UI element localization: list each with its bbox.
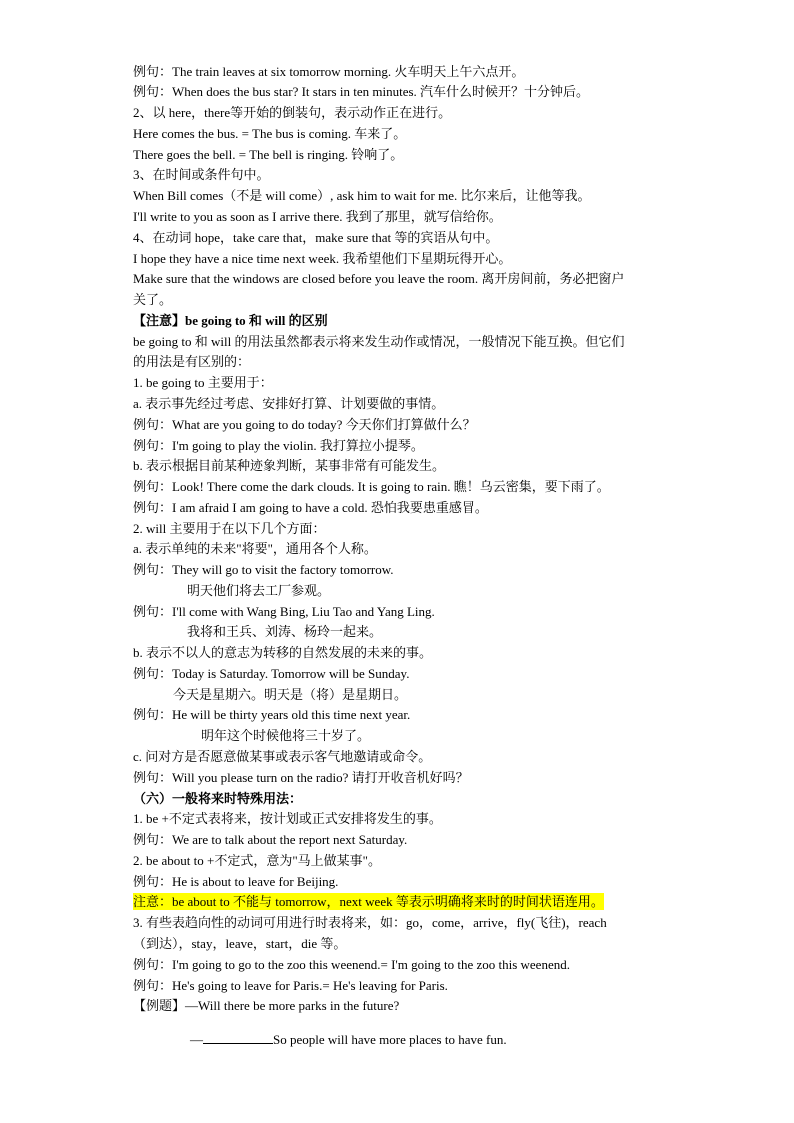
text-line: 4、在动词 hope，take care that，make sure that 等的宾语从句中。 (133, 230, 499, 245)
example-question: 【例题】—Will there be more parks in the future? (133, 998, 400, 1013)
text-line: b. 表示不以人的意志为转移的自然发展的未来的事。 (133, 645, 433, 660)
text-line: 1. be +不定式表将来，按计划或正式安排将发生的事。 (133, 811, 442, 826)
text-line: 例句：Today is Saturday. Tomorrow will be Sunday. (133, 666, 410, 681)
text-line: 例句：They will go to visit the factory tomorrow. (133, 562, 394, 577)
text-line: 例句：He will be thirty years old this time next year. (133, 707, 411, 722)
translation-line: 明年这个时候他将三十岁了。 (201, 728, 371, 743)
text-line: （到达），stay，leave，start，die 等。 (133, 936, 347, 951)
text-line: When Bill comes（不是 will come）, ask him to wait for me. 比尔来后，让他等我。 (133, 188, 591, 203)
text-line: I hope they have a nice time next week. 我希望他们下星期玩得开心。 (133, 251, 512, 266)
text-line: be going to 和 will 的用法虽然都表示将来发生动作或情况，一般情况下能互换。但它们 (133, 334, 625, 349)
text-line: 例句：What are you going to do today? 今天你们打算做什么？ (133, 417, 476, 432)
section-heading: （六）一般将来时特殊用法： (133, 791, 303, 806)
text-line: 例句：He's going to leave for Paris.= He's leaving for Paris. (133, 978, 448, 993)
translation-line: 我将和王兵、刘涛、杨玲一起来。 (187, 624, 383, 639)
text-line: 关了。 (133, 292, 173, 307)
translation-line: 今天是星期六。明天是（将）是星期日。 (173, 687, 408, 702)
answer-blank[interactable] (203, 1031, 273, 1044)
text-line: 例句：I'll come with Wang Bing, Liu Tao and Yang Ling. (133, 604, 435, 619)
text-line: 例句：The train leaves at six tomorrow morning. 火车明天上午六点开。 (133, 64, 525, 79)
text-line: 2. be about to +不定式，意为"马上做某事"。 (133, 853, 381, 868)
text-line: b. 表示根据目前某种迹象判断，某事非常有可能发生。 (133, 458, 446, 473)
text-line: 例句：When does the bus star? It stars in ten minutes. 汽车什么时候开？十分钟后。 (133, 84, 590, 99)
answer-text: So people will have more places to have fun. (273, 1032, 507, 1047)
text-line: 的用法是有区别的： (133, 354, 251, 369)
text-line: 例句：I'm going to go to the zoo this weenend.= I'm going to the zoo this weenend. (133, 957, 570, 972)
text-line: 3、在时间或条件句中。 (133, 167, 270, 182)
text-line: 例句：I am afraid I am going to have a cold. 恐怕我要患重感冒。 (133, 500, 488, 515)
text-line: 2. will 主要用于在以下几个方面： (133, 521, 326, 536)
text-line: 3. 有些表趋向性的动词可用进行时表将来，如：go，come，arrive，fly(飞往)，reach (133, 915, 607, 930)
translation-line: 明天他们将去工厂参观。 (187, 583, 331, 598)
answer-line (190, 1031, 507, 1048)
text-line: a. 表示单纯的未来"将要"，通用各个人称。 (133, 541, 377, 556)
text-line: Here comes the bus. = The bus is coming. 车来了。 (133, 126, 407, 141)
text-line: 1. be going to 主要用于： (133, 375, 273, 390)
text-line: c. 问对方是否愿意做某事或表示客气地邀请或命令。 (133, 749, 432, 764)
text-line: Make sure that the windows are closed before you leave the room. 离开房间前，务必把窗户 (133, 271, 625, 286)
text-line: a. 表示事先经过考虑、安排好打算、计划要做的事情。 (133, 396, 445, 411)
text-line: 例句：He is about to leave for Beijing. (133, 874, 339, 889)
text-line: 2、以 here，there等开始的倒装句，表示动作正在进行。 (133, 105, 452, 120)
note-heading: 【注意】be going to 和 will 的区别 (133, 313, 328, 328)
text-line: I'll write to you as soon as I arrive there. 我到了那里，就写信给你。 (133, 209, 502, 224)
text-line: 例句：We are to talk about the report next Saturday. (133, 832, 408, 847)
text-line: 例句：I'm going to play the violin. 我打算拉小提琴。 (133, 438, 424, 453)
text-line: There goes the bell. = The bell is ringing. 铃响了。 (133, 147, 404, 162)
text-line: 例句：Look! There come the dark clouds. It is going to rain. 瞧！乌云密集，要下雨了。 (133, 479, 610, 494)
answer-dash: — (190, 1032, 203, 1047)
highlighted-note: 注意：be about to 不能与 tomorrow，next week 等表示明确将来时的时间状语连用。 (133, 894, 604, 909)
text-line: 例句：Will you please turn on the radio? 请打开收音机好吗？ (133, 770, 469, 785)
